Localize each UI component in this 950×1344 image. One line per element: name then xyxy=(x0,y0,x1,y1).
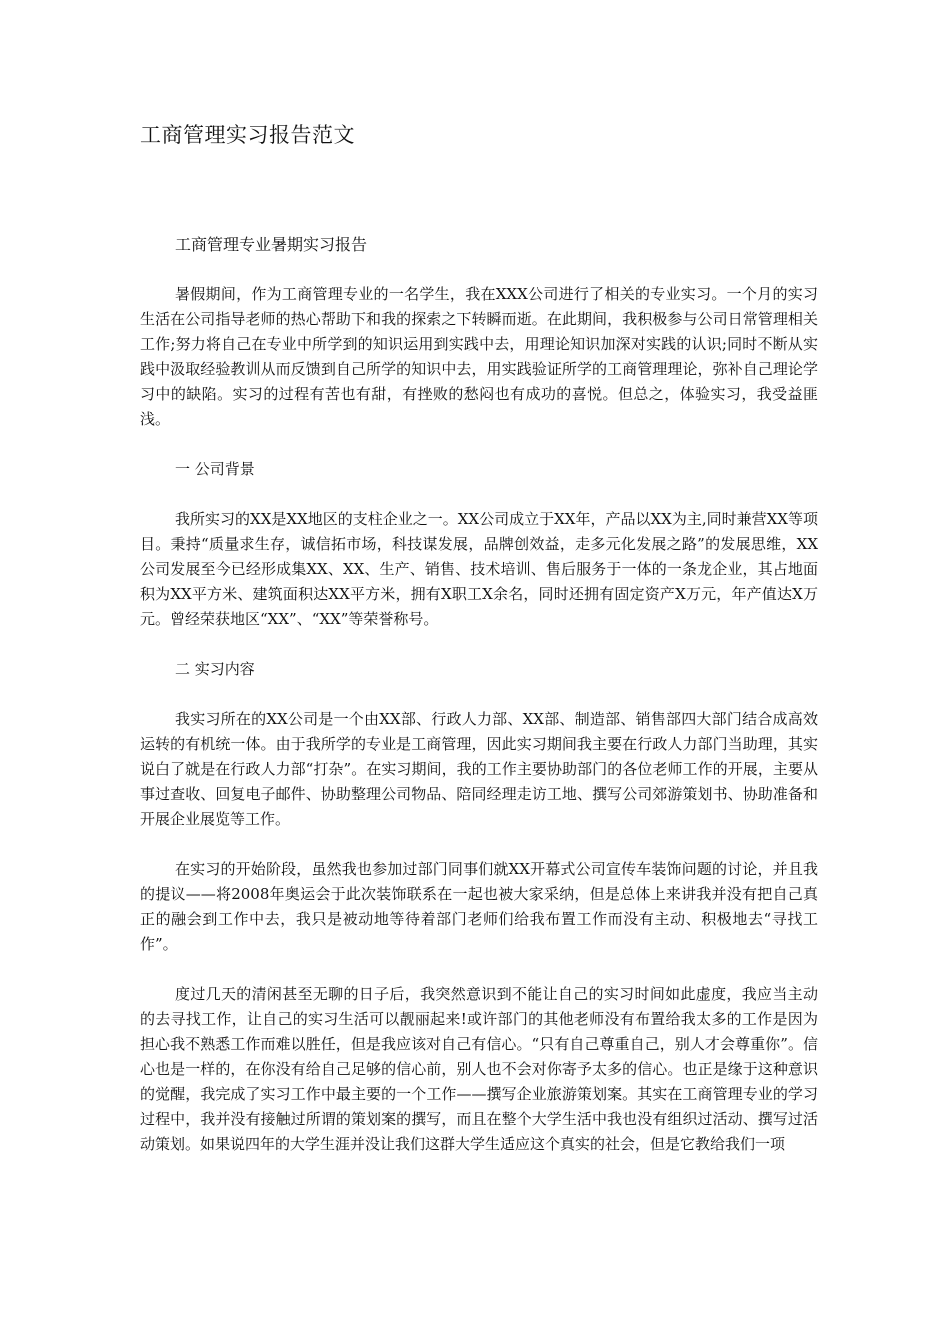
company-background-paragraph: 我所实习的XX是XX地区的支柱企业之一。XX公司成立于XX年，产品以XX为主,同时兼营XX等项目。秉持“质量求生存，诚信拓市场，科技谋发展，品牌创效益，走多元化发展之路”的发展思维，XX公司发展至今已经形成集XX、XX、生产、销售、技术培训、售后服务于一体的一条龙企业，其占地面积为XX平方米、建筑面积达XX平方米，拥有X职工X余名，同时还拥有固定资产X万元，年产值达X万元。曾经荣获地区“XX”、“XX”等荣誉称号。 xyxy=(140,510,818,628)
internship-content-paragraph-2: 在实习的开始阶段，虽然我也参加过部门同事们就XX开幕式公司宣传车装饰问题的讨论，并且我的提议——将2008年奥运会于此次装饰联系在一起也被大家采纳，但是总体上来讲我并没有把自己真正的融会到工作中去，我只是被动地等待着部门老师们给我布置工作而没有主动、积极地去“寻找工作”。 xyxy=(140,860,818,953)
report-subtitle: 工商管理专业暑期实习报告 xyxy=(175,235,368,254)
intro-paragraph: 暑假期间，作为工商管理专业的一名学生，我在XXX公司进行了相关的专业实习。一个月的实习生活在公司指导老师的热心帮助下和我的探索之下转瞬而逝。在此期间，我积极参与公司日常管理相关工作;努力将自己在专业中所学到的知识运用到实践中去，用理论知识加深对实践的认识;同时不断从实践中汲取经验教训从而反馈到自己所学的知识中去，用实践验证所学的工商管理理论，弥补自己理论学习中的缺陷。实习的过程有苦也有甜，有挫败的愁闷也有成功的喜悦。但总之，体验实习，我受益匪浅。 xyxy=(140,285,818,428)
section-heading-internship-content: 二 实习内容 xyxy=(175,660,255,678)
section-heading-company-background: 一 公司背景 xyxy=(175,460,255,478)
document-title: 工商管理实习报告范文 xyxy=(140,123,355,147)
document-body xyxy=(140,232,818,1182)
internship-content-paragraph-1: 我实习所在的XX公司是一个由XX部、行政人力部、XX部、制造部、销售部四大部门结合成高效运转的有机统一体。由于我所学的专业是工商管理，因此实习期间我主要在行政人力部门当助理，其实说白了就是在行政人力部“打杂”。在实习期间，我的工作主要协助部门的各位老师工作的开展，主要从事过查收、回复电子邮件、协助整理公司物品、陪同经理走访工地、撰写公司郊游策划书、协助准备和开展企业展览等工作。 xyxy=(140,710,818,828)
internship-content-paragraph-3: 度过几天的清闲甚至无聊的日子后，我突然意识到不能让自己的实习时间如此虚度，我应当主动的去寻找工作，让自己的实习生活可以靓丽起来!或许部门的其他老师没有布置给我太多的工作是因为担心我不熟悉工作而难以胜任，但是我应该对自己有信心。“只有自己尊重自己，别人才会尊重你”。信心也是一样的，在你没有给自己足够的信心前，别人也不会对你寄予太多的信心。也正是缘于这种意识的觉醒，我完成了实习工作中最主要的一个工作——撰写企业旅游策划案。其实在工商管理专业的学习过程中，我并没有接触过所谓的策划案的撰写，而且在整个大学生活中我也没有组织过活动、撰写过活动策划。如果说四年的大学生涯并没让我们这群大学生适应这个真实的社会，但是它教给我们一项 xyxy=(140,985,818,1153)
